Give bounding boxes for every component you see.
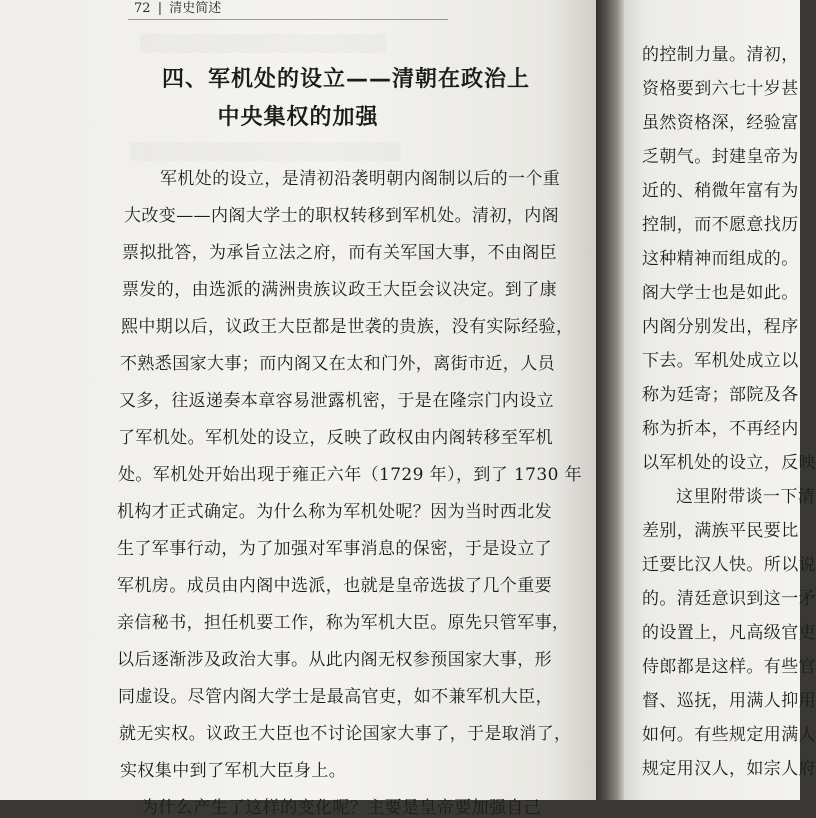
left-text-line: 实权集中到了军机大臣身上。 [120,761,347,781]
left-text-line: 了军机处。军机处的设立，反映了政权由内阁转移至军机 [118,428,553,448]
page-number: 72 [134,1,151,16]
left-text-line: 不熟悉国家大事；而内阁又在太和门外，离街市近，人员 [120,354,555,374]
book-title: 清史简述 [169,1,222,16]
right-text-line: 侍郎都是这样。有些官 [642,657,816,677]
bleed-through-text: ▒▒▒▒▒▒▒▒▒▒▒▒▒▒▒▒▒▒▒▒ [140,34,387,53]
right-text-line: 督、巡抚，用满人抑用 [642,691,816,711]
bleed-through-text: ▒▒▒▒▒▒▒▒▒▒▒▒▒▒▒▒▒▒▒▒▒▒ [130,142,401,161]
right-text-line: 这里附带谈一下清 [676,487,816,507]
right-text-line: 阁大学士也是如此。 [642,283,799,303]
left-text-line: 为什么产生了这样的变化呢？主要是皇帝要加强自己 [141,798,542,818]
header-separator: | [157,1,163,16]
left-text-line: 就无实权。议政王大臣也不讨论国家大事了，于是取消了， [119,724,572,744]
left-text-line: 熙中期以后，议政王大臣都是世袭的贵族，没有实际经验， [121,317,574,337]
right-text-line: 虽然资格深，经验富 [642,113,799,133]
right-text-line: 控制，而不愿意找历 [642,215,799,235]
header-rule [128,19,448,20]
left-text-line: 军机处的设立，是清初沿袭明朝内阁制以后的一个重 [160,169,561,189]
section-title-line-1: 四、军机处的设立——清朝在政治上 [162,67,531,92]
right-text-line: 内阁分别发出，程序 [642,317,799,337]
right-text-line: 称为廷寄；部院及各 [642,385,799,405]
right-text-line: 资格要到六七十岁甚 [642,79,799,99]
right-text-line: 迁要比汉人快。所以说 [642,555,816,575]
right-text-line: 差别，满族平民要比 [642,521,799,541]
right-text-line: 的设置上，凡高级官吏 [642,623,816,643]
right-text-line: 乏朝气。封建皇帝为 [642,147,799,167]
right-text-line: 这种精神而组成的。 [642,249,799,269]
left-text-line: 票拟批答，为承旨立法之府，而有关军国大事，不由阁臣 [122,243,557,263]
right-text-line: 如何。有些规定用满人 [642,725,816,745]
right-text-line: 以军机处的设立，反映 [642,453,816,473]
left-text-line: 军机房。成员由内阁中选派，也就是皇帝选拔了几个重要 [117,576,552,596]
right-text-line: 的控制力量。清初， [642,45,799,65]
right-text-line: 的。清廷意识到这一矛 [642,589,816,609]
left-text-line: 又多，往返递奏本章容易泄露机密，于是在隆宗门内设立 [119,391,554,411]
left-text-line: 机构才正式确定。为什么称为军机处呢？因为当时西北发 [117,502,552,522]
running-header [134,0,434,20]
left-text-line: 票发的，由选派的满洲贵族议政王大臣会议决定。到了康 [122,280,557,300]
right-text-line: 规定用汉人，如宗人府 [642,759,816,779]
section-title-line-2: 中央集权的加强 [217,105,379,130]
book-gutter [596,0,624,800]
right-text-line: 下去。军机处成立以 [642,351,799,371]
left-text-line: 亲信秘书，担任机要工作，称为军机大臣。原先只管军事， [117,613,570,633]
left-text-line: 生了军事行动，为了加强对军事消息的保密，于是设立了 [117,539,552,559]
right-text-line: 称为折本，不再经内 [642,419,799,439]
right-text-line: 近的、稍微年富有为 [642,181,799,201]
left-text-line: 以后逐渐涉及政治大事。从此内阁无权参预国家大事，形 [117,650,552,670]
left-text-line: 同虚设。尽管内阁大学士是最高官吏，如不兼军机大臣， [118,687,553,707]
left-text-line: 处。军机处开始出现于雍正六年（1729 年），到了 1730 年 [118,465,583,485]
left-text-line: 大改变——内阁大学士的职权转移到军机处。清初，内阁 [124,206,559,226]
